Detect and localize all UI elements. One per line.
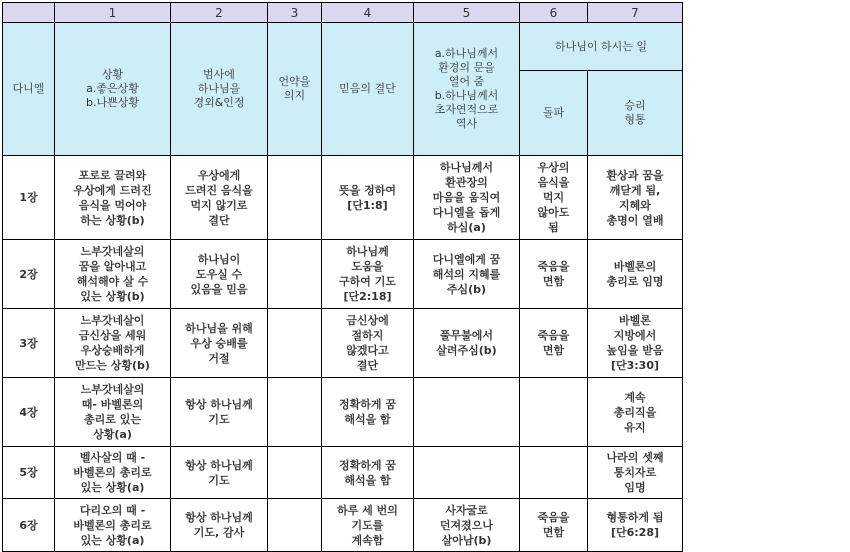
covenant-cell	[268, 309, 322, 378]
table-row	[3, 499, 683, 552]
decision-cell: 금신상에 절하지 않겠다고 결단	[322, 309, 414, 378]
situation-cell: 느부갓네살이 금신상을 세워 우상숭배하게 만드는 상황(b)	[55, 309, 171, 378]
breakthrough-cell: 죽음을 면함	[520, 499, 588, 552]
column-number: 4	[322, 3, 414, 23]
header-victory: 승리 형통	[588, 71, 683, 156]
breakthrough-cell: 죽음을 면함	[520, 309, 588, 378]
breakthrough-cell	[520, 447, 588, 499]
column-number: 5	[414, 3, 520, 23]
table-row	[3, 240, 683, 309]
victory-cell: 바벨론 지방에서 높임을 받음 [단3:30]	[588, 309, 683, 378]
covenant-cell	[268, 378, 322, 447]
table-row	[3, 447, 683, 499]
covenant-cell	[268, 499, 322, 552]
god-work-cell: 하나님께서 환관장의 마음을 움직여 다니엘을 돕게 하심(a)	[414, 156, 520, 240]
breakthrough-cell: 죽음을 면함	[520, 240, 588, 309]
situation-cell: 포로로 끌려와 우상에게 드려진 음식을 먹어야 하는 상황(b)	[55, 156, 171, 240]
situation-cell: 다리오의 때 - 바벨론의 총리로 있는 상황(a)	[55, 499, 171, 552]
decision-cell: 정확하게 꿈 해석을 함	[322, 447, 414, 499]
chapter-cell: 5장	[3, 447, 55, 499]
victory-cell: 환상과 꿈을 깨닫게 됨, 지혜와 총명이 열배	[588, 156, 683, 240]
victory-cell: 바벨론의 총리로 임명	[588, 240, 683, 309]
victory-cell: 나라의 셋째 통치자로 임명	[588, 447, 683, 499]
god-work-cell: 풀무불에서 살려주심(b)	[414, 309, 520, 378]
fear-god-cell: 하나님이 도우실 수 있음을 믿음	[171, 240, 268, 309]
daniel-summary-table	[2, 2, 683, 552]
breakthrough-cell: 우상의 음식을 먹지 않아도 됨	[520, 156, 588, 240]
header-breakthrough: 돌파	[520, 71, 588, 156]
chapter-cell: 3장	[3, 309, 55, 378]
header-fear-god: 범사에 하나님을 경외&인정	[171, 23, 268, 156]
fear-god-cell: 항상 하나님께 기도	[171, 447, 268, 499]
fear-god-cell: 우상에게 드려진 음식을 먹지 않기로 결단	[171, 156, 268, 240]
breakthrough-cell	[520, 378, 588, 447]
column-number: 7	[588, 3, 683, 23]
decision-cell: 하나님께 도움을 구하여 기도 [단2:18]	[322, 240, 414, 309]
header-decision: 믿음의 결단	[322, 23, 414, 156]
table-row	[3, 156, 683, 240]
chapter-cell: 6장	[3, 499, 55, 552]
row-label-header: 다니엘	[3, 23, 55, 156]
god-work-cell: 다니엘에게 꿈 해석의 지혜를 주심(b)	[414, 240, 520, 309]
header-situation: 상황 a.좋은상황 b.나쁜상황	[55, 23, 171, 156]
chapter-cell: 2장	[3, 240, 55, 309]
god-work-cell: 사자굴로 던져졌으나 살아남(b)	[414, 499, 520, 552]
decision-cell: 뜻을 정하여 [단1:8]	[322, 156, 414, 240]
decision-cell: 정확하게 꿈 해석을 함	[322, 378, 414, 447]
header-row	[3, 23, 683, 71]
column-number-row	[3, 3, 683, 23]
corner-cell	[3, 3, 55, 23]
victory-cell: 형통하게 됨 [단6:28]	[588, 499, 683, 552]
god-work-cell	[414, 447, 520, 499]
column-number: 2	[171, 3, 268, 23]
fear-god-cell: 항상 하나님께 기도, 감사	[171, 499, 268, 552]
header-covenant: 언약을 의지	[268, 23, 322, 156]
god-work-cell	[414, 378, 520, 447]
chapter-cell: 1장	[3, 156, 55, 240]
situation-cell: 벨사살의 때 - 바벨론의 총리로 있는 상황(a)	[55, 447, 171, 499]
covenant-cell	[268, 447, 322, 499]
situation-cell: 느부갓네살의 때- 바벨론의 총리로 있는 상황(a)	[55, 378, 171, 447]
table-row	[3, 309, 683, 378]
victory-cell: 계속 총리직을 유지	[588, 378, 683, 447]
column-number: 3	[268, 3, 322, 23]
situation-cell: 느부갓네살의 꿈을 알아내고 해석해야 살 수 있는 상황(b)	[55, 240, 171, 309]
header-god-work: a.하나님께서 환경의 문을 열어 줌 b.하나님께서 초자연적으로 역사	[414, 23, 520, 156]
covenant-cell	[268, 156, 322, 240]
fear-god-cell: 항상 하나님께 기도	[171, 378, 268, 447]
header-group-god-does: 하나님이 하시는 일	[520, 23, 683, 71]
chapter-cell: 4장	[3, 378, 55, 447]
covenant-cell	[268, 240, 322, 309]
fear-god-cell: 하나님을 위해 우상 숭배를 거절	[171, 309, 268, 378]
column-number: 6	[520, 3, 588, 23]
column-number: 1	[55, 3, 171, 23]
decision-cell: 하루 세 번의 기도를 계속함	[322, 499, 414, 552]
table-row	[3, 378, 683, 447]
